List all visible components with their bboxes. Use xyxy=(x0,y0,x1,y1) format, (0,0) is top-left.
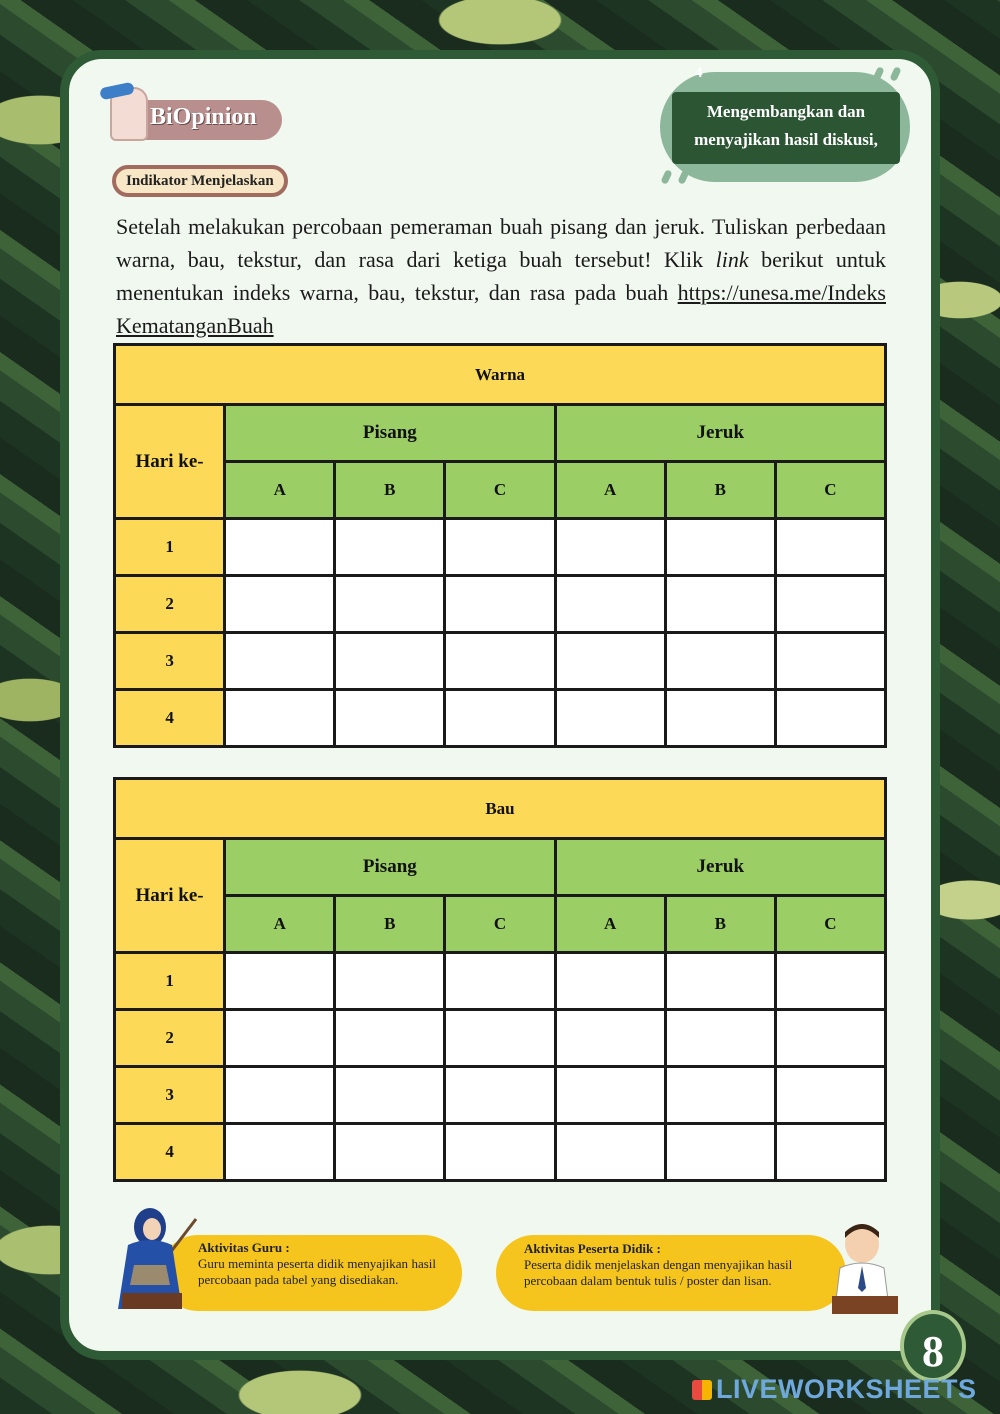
answer-cell[interactable] xyxy=(555,953,665,1010)
answer-cell[interactable] xyxy=(335,1124,445,1181)
answer-cell[interactable] xyxy=(335,633,445,690)
student-activity xyxy=(496,1235,846,1311)
table-title: Warna xyxy=(115,345,886,405)
answer-cell[interactable] xyxy=(775,519,885,576)
day-label: 1 xyxy=(115,953,225,1010)
liveworksheets-watermark: LIVEWORKSHEETS xyxy=(692,1374,977,1405)
table-row xyxy=(115,953,886,1010)
teacher-illustration xyxy=(108,1205,198,1313)
step-number: 4 xyxy=(695,65,703,81)
table-row xyxy=(115,519,886,576)
logo-text: BiOpinion xyxy=(150,104,257,130)
answer-cell[interactable] xyxy=(445,1124,555,1181)
page-number: 8 xyxy=(900,1310,966,1382)
table-title: Bau xyxy=(115,779,886,839)
answer-cell[interactable] xyxy=(665,1010,775,1067)
answer-cell[interactable] xyxy=(445,1010,555,1067)
answer-cell[interactable] xyxy=(555,1124,665,1181)
student-illustration xyxy=(828,1222,900,1314)
day-label: 2 xyxy=(115,1010,225,1067)
subcol-header: A xyxy=(225,896,335,953)
subcol-header: C xyxy=(775,462,885,519)
answer-cell[interactable] xyxy=(445,519,555,576)
bau-table xyxy=(113,777,887,1182)
answer-cell[interactable] xyxy=(445,953,555,1010)
step-header xyxy=(660,62,920,192)
answer-cell[interactable] xyxy=(775,633,885,690)
answer-cell[interactable] xyxy=(775,576,885,633)
warna-table xyxy=(113,343,887,748)
subcol-header: A xyxy=(555,462,665,519)
table-row xyxy=(115,1124,886,1181)
answer-cell[interactable] xyxy=(665,576,775,633)
answer-cell[interactable] xyxy=(775,953,885,1010)
answer-cell[interactable] xyxy=(335,953,445,1010)
student-activity-title: Aktivitas Peserta Didik : xyxy=(524,1241,661,1256)
day-label: 2 xyxy=(115,576,225,633)
group-pisang: Pisang xyxy=(225,405,555,462)
answer-cell[interactable] xyxy=(555,633,665,690)
subcol-header: A xyxy=(225,462,335,519)
day-label: 4 xyxy=(115,1124,225,1181)
teacher-activity xyxy=(160,1235,462,1311)
answer-cell[interactable] xyxy=(665,633,775,690)
answer-cell[interactable] xyxy=(225,1124,335,1181)
answer-cell[interactable] xyxy=(775,1010,885,1067)
step-title: Mengembangkan dan menyajikan hasil diskusi, xyxy=(672,92,900,164)
subcol-header: A xyxy=(555,896,665,953)
answer-cell[interactable] xyxy=(665,1124,775,1181)
day-label: 3 xyxy=(115,1067,225,1124)
subcol-header: B xyxy=(665,896,775,953)
answer-cell[interactable] xyxy=(665,519,775,576)
answer-cell[interactable] xyxy=(555,1067,665,1124)
answer-cell[interactable] xyxy=(335,519,445,576)
teacher-activity-text: Guru meminta peserta didik menyajikan hasil percobaan pada tabel yang disediakan. xyxy=(198,1256,436,1287)
answer-cell[interactable] xyxy=(445,576,555,633)
answer-cell[interactable] xyxy=(225,953,335,1010)
indicator-badge: Indikator Menjelaskan xyxy=(112,165,288,197)
answer-cell[interactable] xyxy=(445,633,555,690)
subcol-header: B xyxy=(665,462,775,519)
answer-cell[interactable] xyxy=(775,1124,885,1181)
subcol-header: C xyxy=(775,896,885,953)
answer-cell[interactable] xyxy=(335,1067,445,1124)
table-row xyxy=(115,1010,886,1067)
day-label: 1 xyxy=(115,519,225,576)
subcol-header: B xyxy=(335,462,445,519)
answer-cell[interactable] xyxy=(335,690,445,747)
answer-cell[interactable] xyxy=(445,690,555,747)
answer-cell[interactable] xyxy=(555,519,665,576)
index-link[interactable]: https://unesa.me/Indeks KematanganBuah xyxy=(116,280,886,338)
biopinion-logo xyxy=(100,85,290,145)
teacher-activity-title: Aktivitas Guru : xyxy=(198,1240,290,1255)
subcol-header: C xyxy=(445,462,555,519)
subcol-header: B xyxy=(335,896,445,953)
answer-cell[interactable] xyxy=(665,953,775,1010)
instruction-paragraph: Setelah melakukan percobaan pemeraman buah pisang dan jeruk. Tuliskan perbedaan warna, bau, tekstur, dan rasa dari ketiga buah tersebut! Klik link berikut untuk menentukan indeks warna, bau, tekstur, dan rasa pada buah https://unesa.me/Indeks KematanganBuah xyxy=(116,214,886,338)
answer-cell[interactable] xyxy=(225,576,335,633)
subcol-header: C xyxy=(445,896,555,953)
table-row xyxy=(115,1067,886,1124)
row-header: Hari ke- xyxy=(115,839,225,953)
answer-cell[interactable] xyxy=(445,1067,555,1124)
day-label: 4 xyxy=(115,690,225,747)
answer-cell[interactable] xyxy=(225,1010,335,1067)
answer-cell[interactable] xyxy=(775,1067,885,1124)
answer-cell[interactable] xyxy=(555,576,665,633)
day-label: 3 xyxy=(115,633,225,690)
answer-cell[interactable] xyxy=(665,1067,775,1124)
liveworksheets-logo-icon xyxy=(692,1380,712,1400)
answer-cell[interactable] xyxy=(225,633,335,690)
table-row xyxy=(115,633,886,690)
answer-cell[interactable] xyxy=(555,690,665,747)
answer-cell[interactable] xyxy=(665,690,775,747)
student-activity-text: Peserta didik menjelaskan dengan menyajikan hasil percobaan dalam bentuk tulis / poster dan lisan. xyxy=(524,1257,793,1288)
answer-cell[interactable] xyxy=(335,1010,445,1067)
row-header: Hari ke- xyxy=(115,405,225,519)
group-jeruk: Jeruk xyxy=(555,839,885,896)
answer-cell[interactable] xyxy=(225,1067,335,1124)
table-row xyxy=(115,576,886,633)
answer-cell[interactable] xyxy=(225,690,335,747)
table-row xyxy=(115,690,886,747)
group-jeruk: Jeruk xyxy=(555,405,885,462)
answer-cell[interactable] xyxy=(775,690,885,747)
answer-cell[interactable] xyxy=(335,576,445,633)
group-pisang: Pisang xyxy=(225,839,555,896)
answer-cell[interactable] xyxy=(225,519,335,576)
answer-cell[interactable] xyxy=(555,1010,665,1067)
